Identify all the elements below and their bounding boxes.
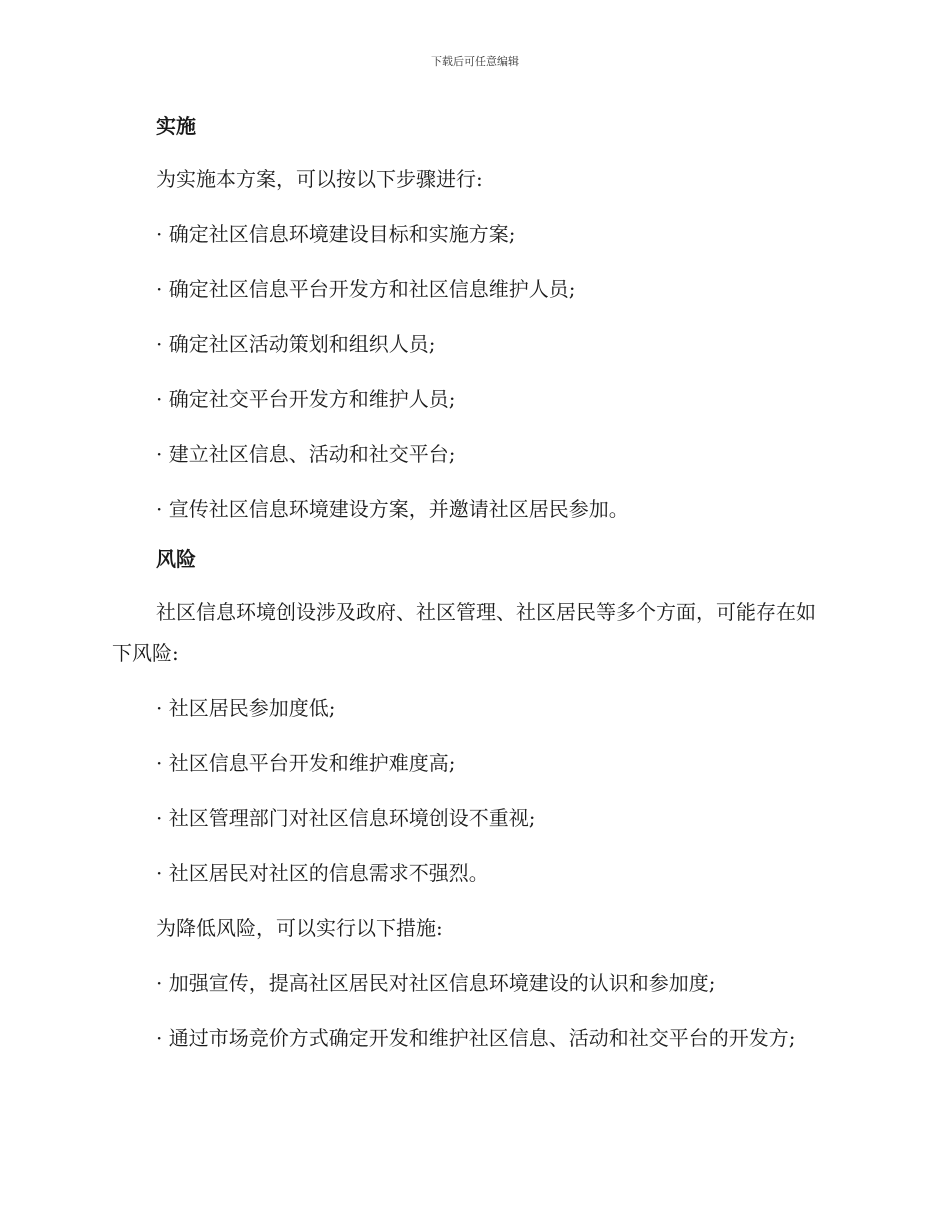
risk-item: · 社区居民参加度低; (156, 696, 336, 720)
section-heading-implementation: 实施 (156, 114, 196, 138)
implementation-step: · 宣传社区信息环境建设方案，并邀请社区居民参加。 (156, 497, 629, 521)
page-header: 下载后可任意编辑 (431, 55, 519, 68)
implementation-intro: 为实施本方案，可以按以下步骤进行: (156, 167, 483, 191)
implementation-step: · 确定社区活动策划和组织人员; (156, 332, 436, 356)
implementation-step: · 确定社区信息环境建设目标和实施方案; (156, 222, 516, 246)
mitigation-item: · 加强宣传，提高社区居民对社区信息环境建设的认识和参加度; (156, 971, 716, 995)
implementation-step: · 确定社区信息平台开发方和社区信息维护人员; (156, 277, 576, 301)
mitigation-intro: 为降低风险，可以实行以下措施: (156, 916, 443, 940)
risk-item: · 社区信息平台开发和维护难度高; (156, 751, 456, 775)
risk-intro: 社区信息环境创设涉及政府、社区管理、社区居民等多个方面，可能存在如下风险: (112, 600, 816, 665)
implementation-step: · 确定社交平台开发方和维护人员; (156, 387, 456, 411)
risk-item: · 社区居民对社区的信息需求不强烈。 (156, 861, 489, 885)
implementation-step: · 建立社区信息、活动和社交平台; (156, 442, 456, 466)
mitigation-item: · 通过市场竞价方式确定开发和维护社区信息、活动和社交平台的开发方; (156, 1026, 796, 1050)
document-body (112, 104, 830, 1073)
risk-item: · 社区管理部门对社区信息环境创设不重视; (156, 806, 536, 830)
section-heading-risk: 风险 (156, 547, 196, 571)
